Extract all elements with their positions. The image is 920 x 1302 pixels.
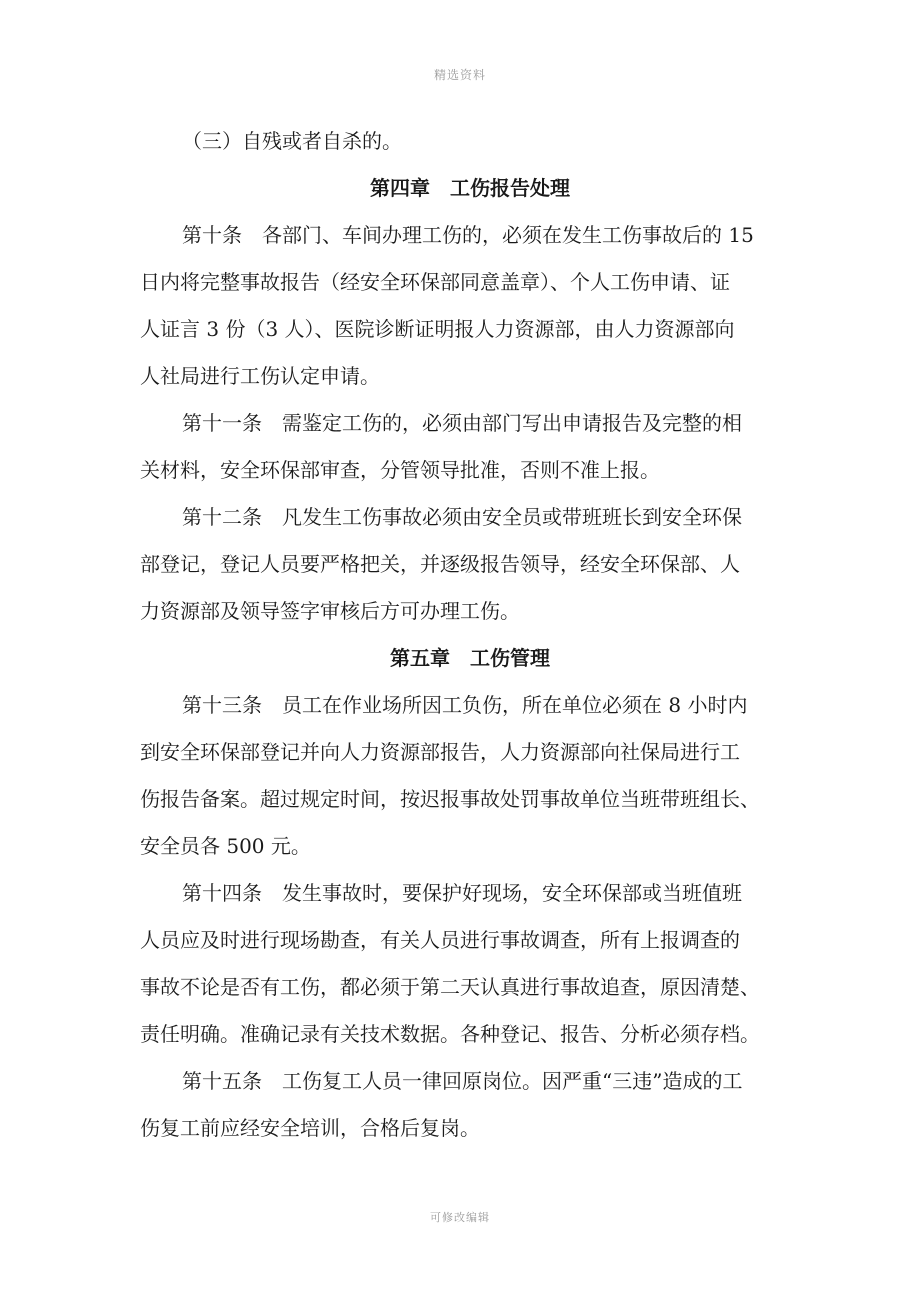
article-11-line-2: 关材料，安全环保部审查，分管领导批准，否则不准上报。: [140, 458, 660, 482]
article-12-line-1: 第十二条 凡发生工伤事故必须由安全员或带班班长到安全环保: [182, 505, 742, 529]
chapter-four-heading: 第四章 工伤报告处理: [370, 176, 570, 200]
article-14-line-1: 第十四条 发生事故时，要保护好现场，安全环保部或当班值班: [182, 881, 742, 905]
article-10-line-2: 日内将完整事故报告（经安全环保部同意盖章）、个人工伤申请、证: [140, 270, 730, 294]
article-15-line-1: 第十五条 工伤复工人员一律回原岗位。因严重“三违”造成的工: [182, 1069, 743, 1093]
article-14-line-3: 事故不论是否有工伤，都必须于第二天认真进行事故追查，原因清楚、: [140, 975, 760, 999]
article-13-line-3: 伤报告备案。超过规定时间，按迟报事故处罚事故单位当班带班组长、: [140, 787, 760, 811]
article-13-line-2: 到安全环保部登记并向人力资源部报告，人力资源部向社保局进行工: [140, 740, 740, 764]
header-watermark: 精选资料: [433, 68, 486, 82]
article-13-line-4: 安全员各 500 元。: [140, 834, 311, 858]
article-11-line-1: 第十一条 需鉴定工伤的，必须由部门写出申请报告及完整的相: [182, 411, 742, 435]
article-10-line-3: 人证言 3 份（3 人）、医院诊断证明报人力资源部，由人力资源部向: [140, 317, 735, 341]
chapter-five-heading: 第五章 工伤管理: [390, 646, 550, 670]
article-10-line-1: 第十条 各部门、车间办理工伤的，必须在发生工伤事故后的 15: [182, 223, 754, 247]
article-10-line-4: 人社局进行工伤认定申请。: [140, 364, 380, 388]
article-12-line-3: 力资源部及领导签字审核后方可办理工伤。: [140, 599, 520, 623]
article-14-line-4: 责任明确。准确记录有关技术数据。各种登记、报告、分析必须存档。: [140, 1022, 760, 1046]
footer-watermark: 可修改编辑: [430, 1211, 490, 1224]
article-14-line-2: 人员应及时进行现场勘查，有关人员进行事故调查，所有上报调查的: [140, 928, 740, 952]
item-three: （三）自残或者自杀的。: [182, 129, 402, 153]
article-15-line-2: 伤复工前应经安全培训，合格后复岗。: [140, 1116, 480, 1140]
article-12-line-2: 部登记，登记人员要严格把关，并逐级报告领导，经安全环保部、人: [140, 552, 740, 576]
document-body: [140, 118, 800, 1152]
article-13-line-1: 第十三条 员工在作业场所因工负伤，所在单位必须在 8 小时内: [182, 693, 748, 717]
